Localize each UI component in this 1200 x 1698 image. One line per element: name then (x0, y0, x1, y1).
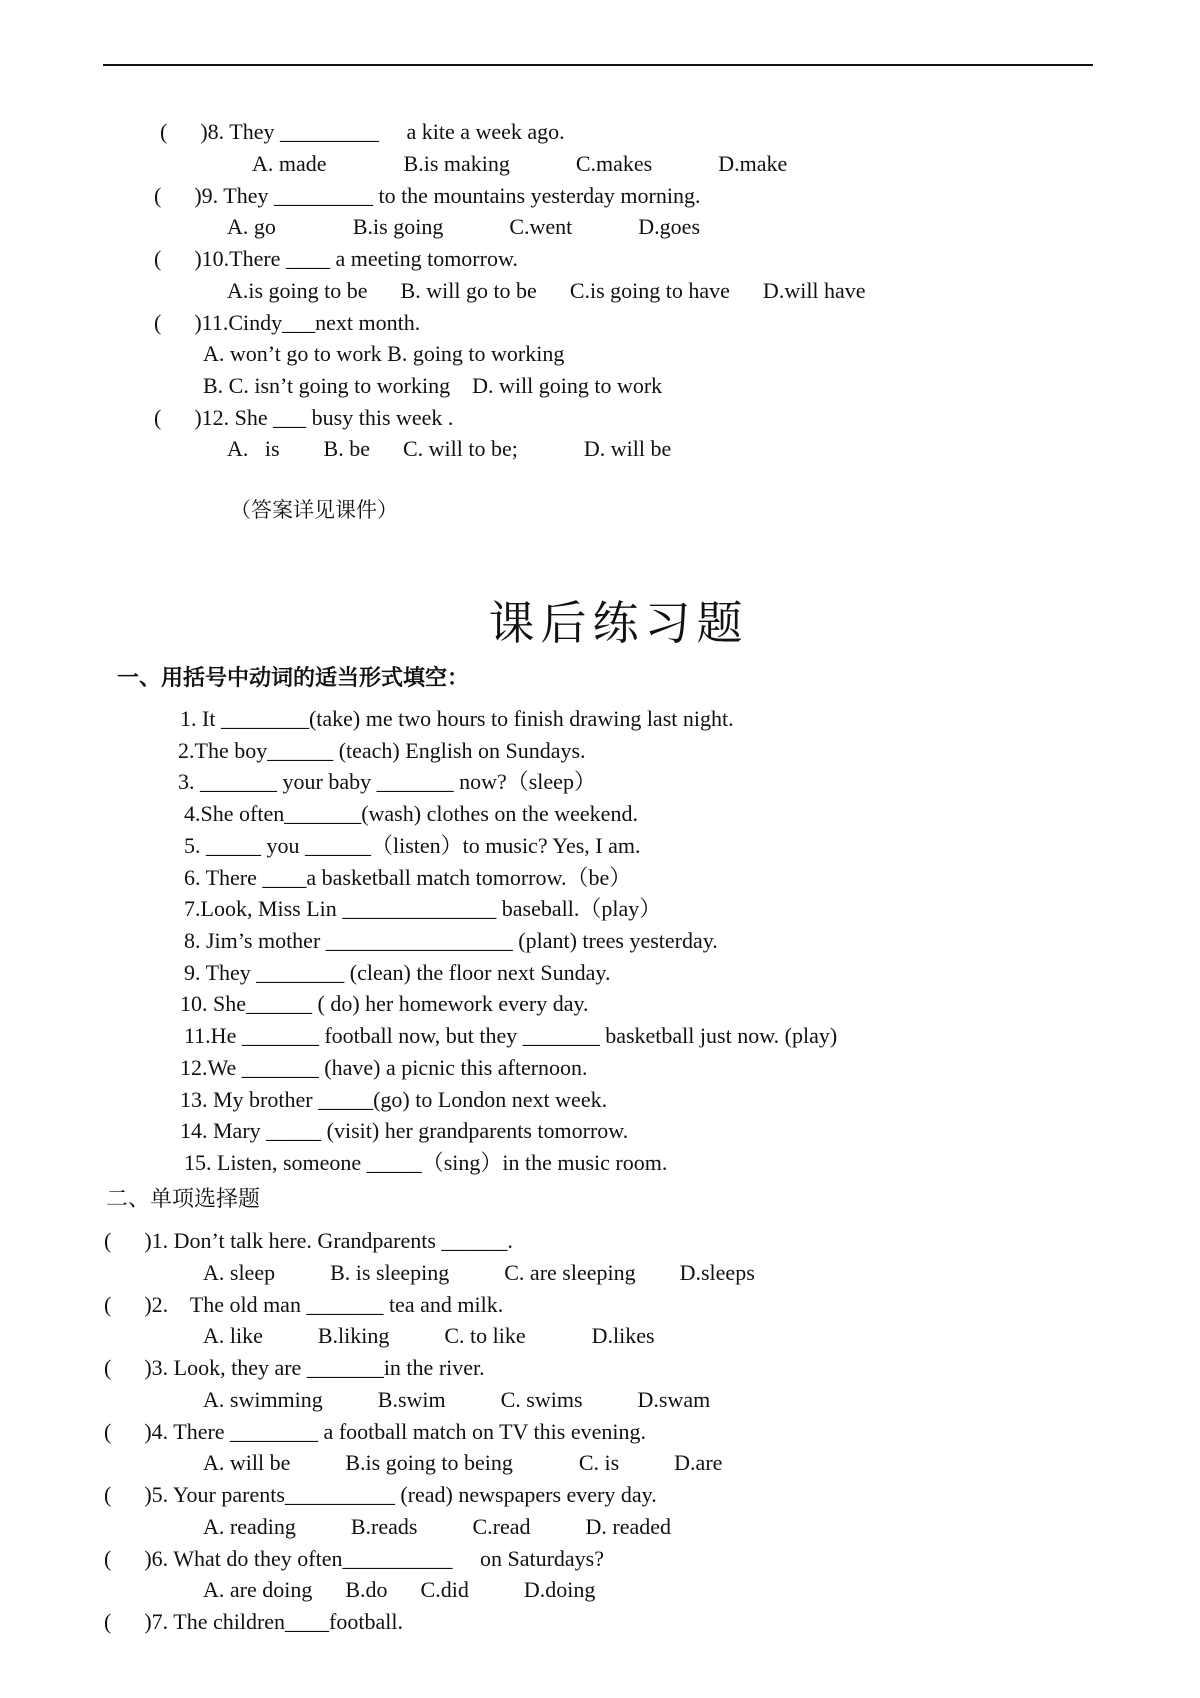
question-10: ( )10.There ____ a meeting tomorrow. (154, 246, 518, 271)
fill-item-15: 15. Listen, someone _____（sing）in the music room. (184, 1150, 668, 1175)
question-9: ( )9. They _________ to the mountains yesterday morning. (154, 183, 701, 208)
question-9-options: A. go B.is going C.went D.goes (227, 214, 700, 239)
choice-question-3-options: A. swimming B.swim C. swims D.swam (203, 1387, 711, 1412)
header-rule (103, 64, 1093, 66)
question-11-options-b: B. C. isn’t going to working D. will going to work (203, 373, 663, 398)
choice-question-1-options: A. sleep B. is sleeping C. are sleeping D.sleeps (203, 1260, 755, 1285)
fill-item-4: 4.She often_______(wash) clothes on the weekend. (184, 801, 638, 826)
fill-item-14: 14. Mary _____ (visit) her grandparents tomorrow. (180, 1118, 629, 1143)
choice-question-6-options: A. are doing B.do C.did D.doing (203, 1577, 596, 1602)
question-8-options: A. made B.is making C.makes D.make (252, 151, 788, 176)
fill-item-6: 6. There ____a basketball match tomorrow.（be） (184, 865, 632, 890)
question-11-options-a: A. won’t go to work B. going to working (203, 341, 565, 366)
choice-question-7: ( )7. The children____football. (104, 1609, 403, 1634)
fill-item-7: 7.Look, Miss Lin ______________ baseball.（play） (184, 896, 662, 921)
fill-item-11: 11.He _______ football now, but they _______ basketball just now. (play) (184, 1023, 838, 1048)
choice-question-5: ( )5. Your parents__________ (read) newspapers every day. (104, 1482, 657, 1507)
choice-question-6: ( )6. What do they often__________ on Saturdays? (104, 1546, 605, 1571)
choice-question-2: ( )2. The old man _______ tea and milk. (104, 1292, 504, 1317)
fill-item-2: 2.The boy______ (teach) English on Sundays. (178, 738, 586, 763)
fill-item-10: 10. She______ ( do) her homework every day. (180, 991, 589, 1016)
fill-item-1: 1. It ________(take) me two hours to finish drawing last night. (180, 706, 734, 731)
answer-note: （答案详见课件） (230, 498, 398, 522)
choice-question-3: ( )3. Look, they are _______in the river. (104, 1355, 485, 1380)
part2-heading: 二、单项选择题 (106, 1187, 261, 1212)
page-title: 课后练习题 (488, 596, 749, 650)
choice-question-5-options: A. reading B.reads C.read D. readed (203, 1514, 671, 1539)
question-12-options: A. is B. be C. will to be; D. will be (227, 436, 672, 461)
choice-question-2-options: A. like B.liking C. to like D.likes (203, 1323, 655, 1348)
question-8: ( )8. They _________ a kite a week ago. (160, 119, 565, 144)
question-12: ( )12. She ___ busy this week . (154, 405, 454, 430)
choice-question-1: ( )1. Don’t talk here. Grandparents ______. (104, 1228, 513, 1253)
choice-question-4-options: A. will be B.is going to being C. is D.are (203, 1450, 723, 1475)
fill-item-9: 9. They ________ (clean) the floor next Sunday. (184, 960, 611, 985)
question-10-options: A.is going to be B. will go to be C.is going to have D.will have (227, 278, 866, 303)
fill-item-5: 5. _____ you ______（listen）to music? Yes, I am. (184, 833, 641, 858)
fill-item-12: 12.We _______ (have) a picnic this afternoon. (180, 1055, 588, 1080)
part1-heading: 一、用括号中动词的适当形式填空： (117, 666, 470, 691)
fill-item-13: 13. My brother _____(go) to London next week. (180, 1087, 608, 1112)
choice-question-4: ( )4. There ________ a football match on TV this evening. (104, 1419, 646, 1444)
fill-item-3: 3. _______ your baby _______ now?（sleep） (178, 769, 596, 794)
question-11: ( )11.Cindy___next month. (154, 310, 421, 335)
fill-item-8: 8. Jim’s mother _________________ (plant) trees yesterday. (184, 928, 718, 953)
